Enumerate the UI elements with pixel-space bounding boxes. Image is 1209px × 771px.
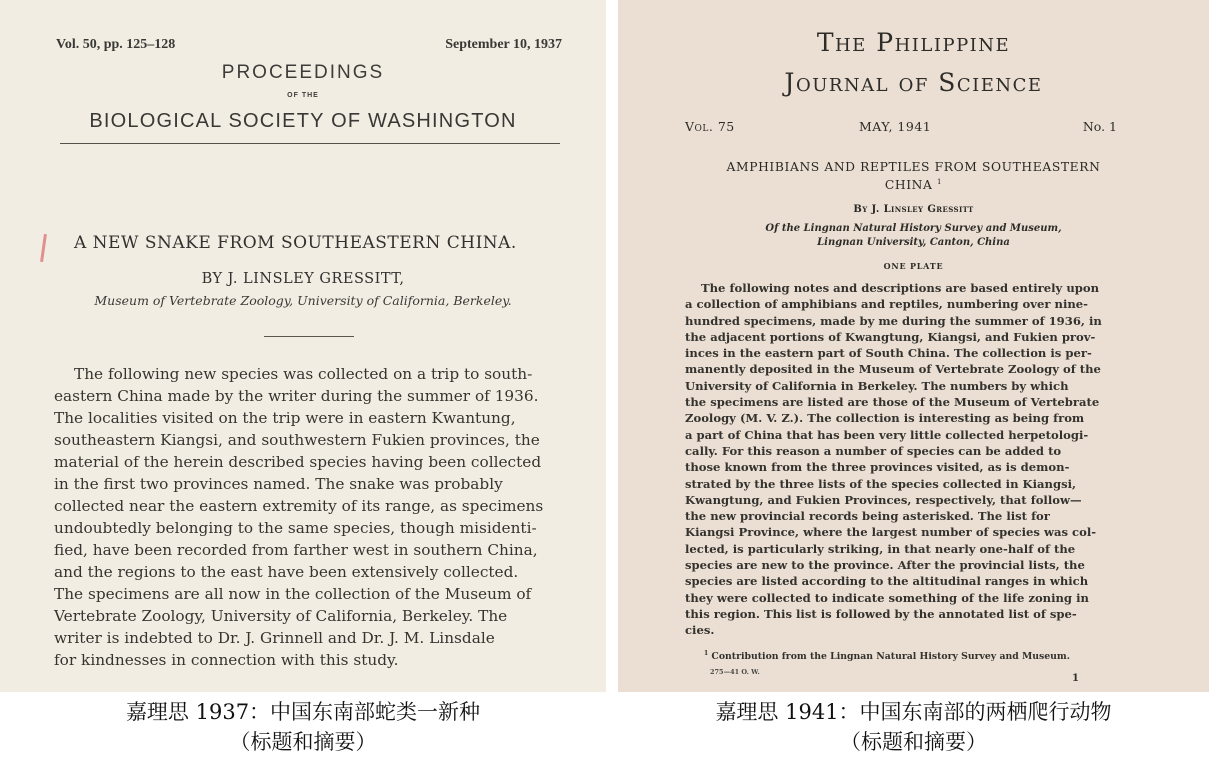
right-caption-line2: （标题和摘要） [840,730,987,754]
right-author: By J. Linsley Gressitt [853,204,974,215]
footnote-text: Contribution from the Lingnan Natural History Survey and Museum. [708,651,1071,663]
journal-title-line1: The Philippine [816,28,1011,57]
body-line: cies. [685,623,715,638]
body-line: for kindnesses in connection with this study. [54,651,399,669]
footnote-mark: 1 [704,650,709,657]
right-article-title-line1: AMPHIBIANS AND REPTILES FROM SOUTHEASTERN [726,160,1101,174]
title-divider [264,336,354,337]
right-volume: Vol. 75 [685,119,735,134]
body-line: lected, is particularly striking, in that nearly one-half of the [685,541,1076,556]
body-line: they were collected to indicate something of the life zoning in [685,590,1089,605]
title-word: CHINA [884,178,933,193]
of-the-label: OF THE [287,92,319,99]
society-name: BIOLOGICAL SOCIETY OF WASHINGTON [89,110,517,132]
body-line: eastern China made by the writer during the summer of 1936. [54,387,539,405]
body-line: species are new to the province. After the provincial lists, the [685,558,1085,573]
issue-line [685,119,1117,137]
left-body-text [54,363,562,671]
body-line: hundred specimens, made by me during the summer of 1936, in [685,313,1102,328]
body-line: The specimens are all now in the collection of the Museum of [54,585,532,603]
red-pencil-mark [40,234,47,262]
body-line: cally. For this reason a number of species can be added to [685,443,1062,458]
body-line: a part of China that has been very little collected herpetologi- [685,427,1089,442]
body-line: The following new species was collected on a trip to south- [74,365,533,383]
left-caption-line1: 嘉理思 1937：中国东南部蛇类一新种 [125,700,481,724]
body-line: undoubtedly belonging to the same species, though misidenti- [54,519,537,537]
left-journal-page [0,0,606,692]
header-divider [60,143,560,144]
body-line: and the regions to the east have been extensively collected. [54,563,519,581]
body-line: in the first two provinces named. The snake was probably [54,475,503,493]
left-affiliation: Museum of Vertebrate Zoology, University of California, Berkeley. [94,293,512,308]
title-footnote-mark: 1 [937,178,943,186]
right-caption-line1: 嘉理思 1941：中国东南部的两栖爬行动物 [715,700,1112,724]
plate-label: ONE PLATE [883,261,944,271]
body-line: the new provincial records being asterisked. The list for [685,509,1050,524]
left-author: BY J. LINSLEY GRESSITT, [201,271,405,287]
left-volume: Vol. 50, pp. 125–128 [56,37,176,52]
right-number: No. 1 [1082,119,1117,134]
proceedings-heading: PROCEEDINGS [221,62,385,83]
body-line: writer is indebted to Dr. J. Grinnell and Dr. J. M. Linsdale [54,629,495,647]
body-line: the adjacent portions of Kwangtung, Kiangsi, and Fukien prov- [685,329,1096,344]
left-date: September 10, 1937 [445,37,562,52]
body-line: material of the herein described species having been collected [54,453,542,471]
body-line: manently deposited in the Museum of Vertebrate Zoology of the [685,362,1101,377]
body-line: collected near the eastern extremity of its range, as specimens [54,497,544,515]
right-caption [618,697,1209,757]
body-line: fied, have been recorded from farther west in southern China, [54,541,538,559]
right-body-text [685,280,1119,639]
body-line: Vertebrate Zoology, University of California, Berkeley. The [54,607,508,625]
body-line: University of California in Berkeley. The numbers by which [685,378,1069,393]
left-article-title: A NEW SNAKE FROM SOUTHEASTERN CHINA. [74,233,517,253]
body-line: this region. This list is followed by the annotated list of spe- [685,606,1077,621]
right-affiliation-line1: Of the Lingnan Natural History Survey and Museum, [765,223,1062,234]
right-affiliation-line2: Lingnan University, Canton, China [817,237,1010,248]
journal-title-line2: Journal of Science [784,68,1043,97]
footnote [704,650,1070,662]
body-line: species are listed according to the altitudinal ranges in which [685,574,1089,589]
body-line: a collection of amphibians and reptiles, numbering over nine- [685,297,1088,312]
left-page-header [56,37,562,57]
left-caption [0,697,606,757]
body-line: those known from the three provinces visited, as is demon- [685,460,1070,475]
right-article-title-line2 [618,178,1209,192]
right-month: MAY, 1941 [859,119,932,134]
print-code: 275—41 O. W. [710,668,760,676]
body-line: Kiangsi Province, where the largest number of species was col- [685,525,1097,540]
left-caption-line2: （标题和摘要） [229,730,377,754]
body-line: Kwangtung, and Fukien Provinces, respectively, that follow— [685,492,1082,507]
body-line: strated by the three lists of the species collected in Kiangsi, [685,476,1077,491]
body-line: inces in the eastern part of South China. The collection is per- [685,346,1092,361]
body-line: The localities visited on the trip were in eastern Kwantung, [54,409,516,427]
page-number: 1 [1072,673,1079,684]
body-line: southeastern Kiangsi, and southwestern Fukien provinces, the [54,431,540,449]
body-line: Zoology (M. V. Z.). The collection is interesting as being from [685,411,1085,426]
right-journal-page [618,0,1209,692]
body-line: the specimens are listed are those of the Museum of Vertebrate [685,395,1100,410]
body-line: The following notes and descriptions are based entirely upon [701,281,1100,295]
